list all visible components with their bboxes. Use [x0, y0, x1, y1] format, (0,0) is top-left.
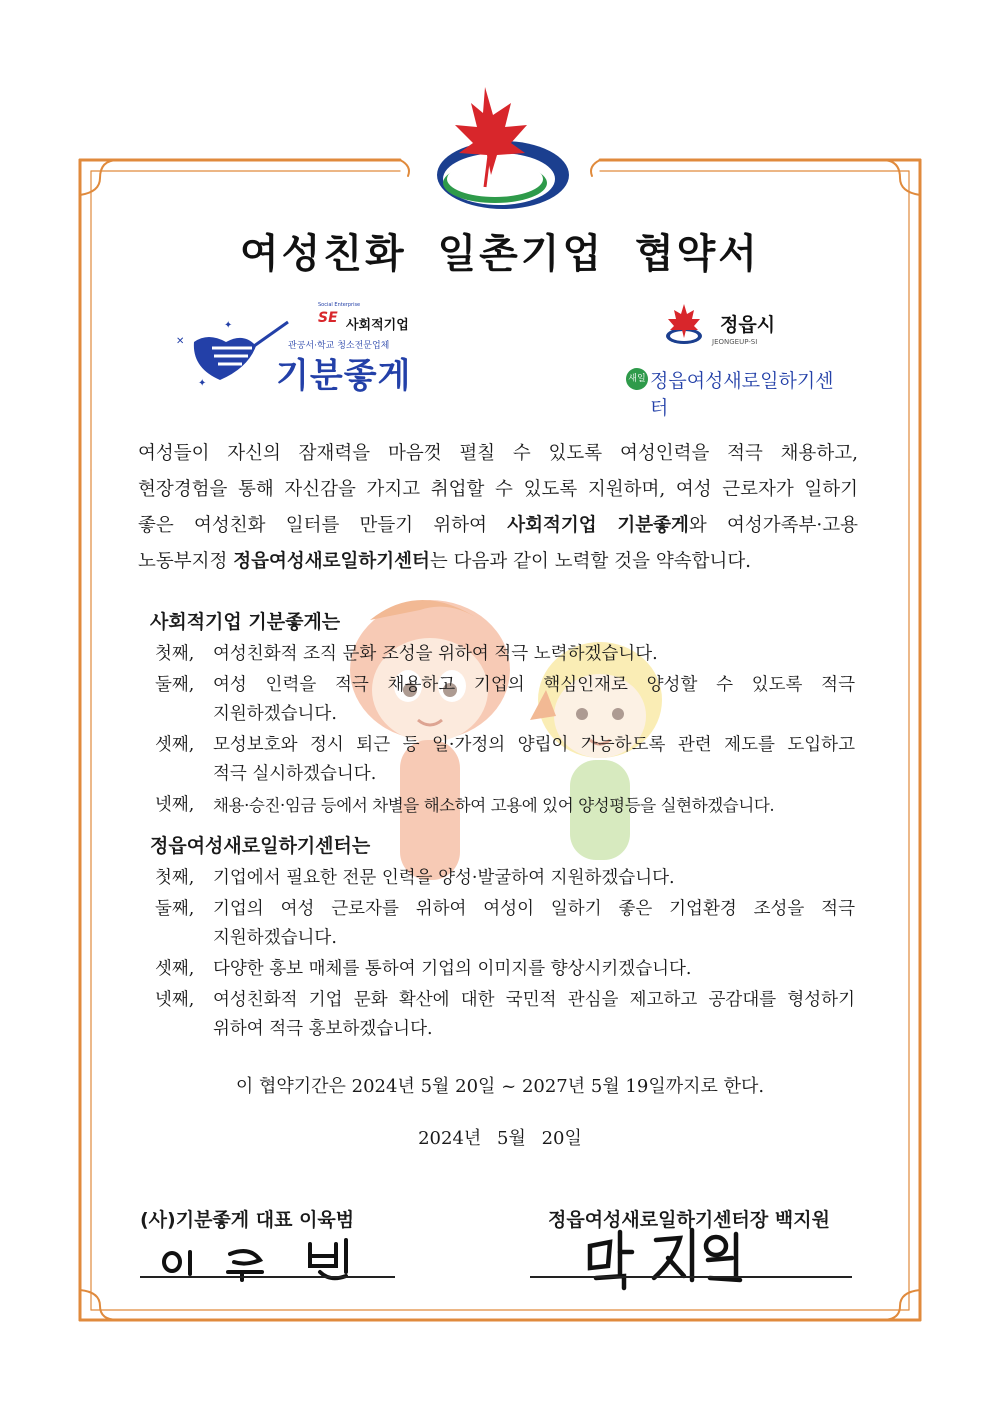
item-line: 지원하겠습니다. [213, 928, 337, 948]
social-enterprise-label: 사회적기업 [346, 318, 409, 333]
jeongeup-city-logo [620, 300, 850, 419]
item-text [213, 731, 855, 789]
intro-paragraph [138, 436, 858, 580]
maple-leaf-icon [664, 302, 704, 346]
section2-heading: 정읍여성새로일하기센터는 [150, 835, 371, 857]
item-line: 모성보호와 정시 퇴근 등 일·가정의 양립이 가능하도록 관련 제도를 도입하고 [213, 735, 855, 755]
intro-text: 좋은 여성친화 일터를 만들기 위하여 [138, 515, 508, 536]
document-title: 여성친화 일촌기업 협약서 [240, 231, 760, 277]
city-name: 정읍시 [720, 314, 776, 336]
list-item [155, 671, 855, 729]
svg-text:✦: ✦ [198, 378, 207, 389]
list-item [155, 955, 855, 984]
item-text: 기업에서 필요한 전문 인력을 양성·발굴하여 지원하겠습니다. [213, 868, 675, 888]
item-number: 셋째, [155, 735, 195, 755]
item-text: 채용·승진·임금 등에서 차별을 해소하여 고용에 있어 양성평등을 실현하겠습니다. [213, 796, 775, 815]
intro-line [138, 508, 858, 544]
list-item [155, 895, 855, 953]
item-number: 넷째, [155, 795, 195, 815]
list-item [155, 791, 855, 820]
section2-items [155, 864, 855, 1044]
item-line: 지원하겠습니다. [213, 704, 337, 724]
item-number: 셋째, [155, 959, 195, 979]
item-line: 기업의 여성 근로자를 위하여 여성이 일하기 좋은 기업환경 조성을 적극 [213, 899, 855, 919]
item-number: 넷째, [155, 990, 195, 1010]
intro-text: 노동부지정 [138, 551, 234, 572]
item-number: 첫째, [155, 644, 195, 664]
item-number: 둘째, [155, 675, 195, 695]
center-name: 정읍여성새로일하기센터 [650, 370, 834, 419]
left-signature-line [140, 1276, 395, 1278]
right-signature-image [580, 1222, 760, 1292]
item-line: 여성친화적 기업 문화 확산에 대한 국민적 관심을 제고하고 공감대를 형성하기 [213, 990, 855, 1010]
right-signature-line [530, 1276, 852, 1278]
item-text [213, 895, 855, 953]
item-text: 다양한 홍보 매체를 통하여 기업의 이미지를 향상시키겠습니다. [213, 959, 692, 979]
list-item [155, 731, 855, 789]
intro-line: 여성들이 자신의 잠재력을 마음껏 펼칠 수 있도록 여성인력을 적극 채용하고, [138, 443, 858, 464]
agreement-period: 이 협약기간은 2024년 5월 20일 ~ 2027년 5월 19일까지로 한다. [235, 1076, 765, 1097]
item-number: 첫째, [155, 868, 195, 888]
item-text: 여성친화적 조직 문화 조성을 위하여 적극 노력하겠습니다. [213, 644, 658, 664]
list-item [155, 986, 855, 1044]
list-item [155, 864, 855, 893]
gibunjoge-logo [168, 302, 448, 394]
saeil-badge: 새일 [626, 368, 648, 390]
svg-text:SE: SE [318, 310, 338, 326]
intro-center-name: 정읍여성새로일하기센터 [233, 551, 430, 572]
intro-line: 현장경험을 통해 자신감을 가지고 취업할 수 있도록 지원하며, 여성 근로자가 일하기 [138, 479, 858, 500]
item-line: 적극 실시하겠습니다. [213, 764, 377, 784]
list-item [155, 640, 855, 669]
right-signatory-label: 정읍여성새로일하기센터장 백지원 [548, 1209, 830, 1231]
item-line: 여성 인력을 적극 채용하고 기업의 핵심인재로 양성할 수 있도록 적극 [213, 675, 855, 695]
intro-line [138, 544, 858, 580]
left-signatory-label: (사)기분좋게 대표 이육범 [140, 1209, 355, 1231]
section1-items [155, 640, 855, 820]
section1-heading: 사회적기업 기분좋게는 [150, 611, 341, 633]
gibunjoge-name: 기분좋게 [276, 356, 412, 396]
social-enterprise-small-label: Social Enterprise [318, 302, 361, 308]
jeongeup-emblem-logo [425, 75, 575, 215]
agreement-date: 2024년 5월 20일 [418, 1128, 582, 1149]
svg-text:✕: ✕ [176, 336, 185, 347]
item-text [213, 671, 855, 729]
svg-text:✦: ✦ [224, 320, 233, 331]
intro-text: 와 여성가족부·고용 [688, 515, 858, 536]
intro-text: 는 다음과 같이 노력할 것을 약속합니다. [429, 551, 752, 572]
city-name-en: JEONGEUP-SI [712, 338, 758, 346]
item-line: 위하여 적극 홍보하겠습니다. [213, 1019, 433, 1039]
left-signature-image [150, 1232, 400, 1282]
gibunjoge-subtitle: 관공서·학교 청소전문업체 [288, 341, 390, 351]
item-number: 둘째, [155, 899, 195, 919]
intro-company-name: 사회적기업 기분좋게 [507, 515, 689, 536]
item-text [213, 986, 855, 1044]
